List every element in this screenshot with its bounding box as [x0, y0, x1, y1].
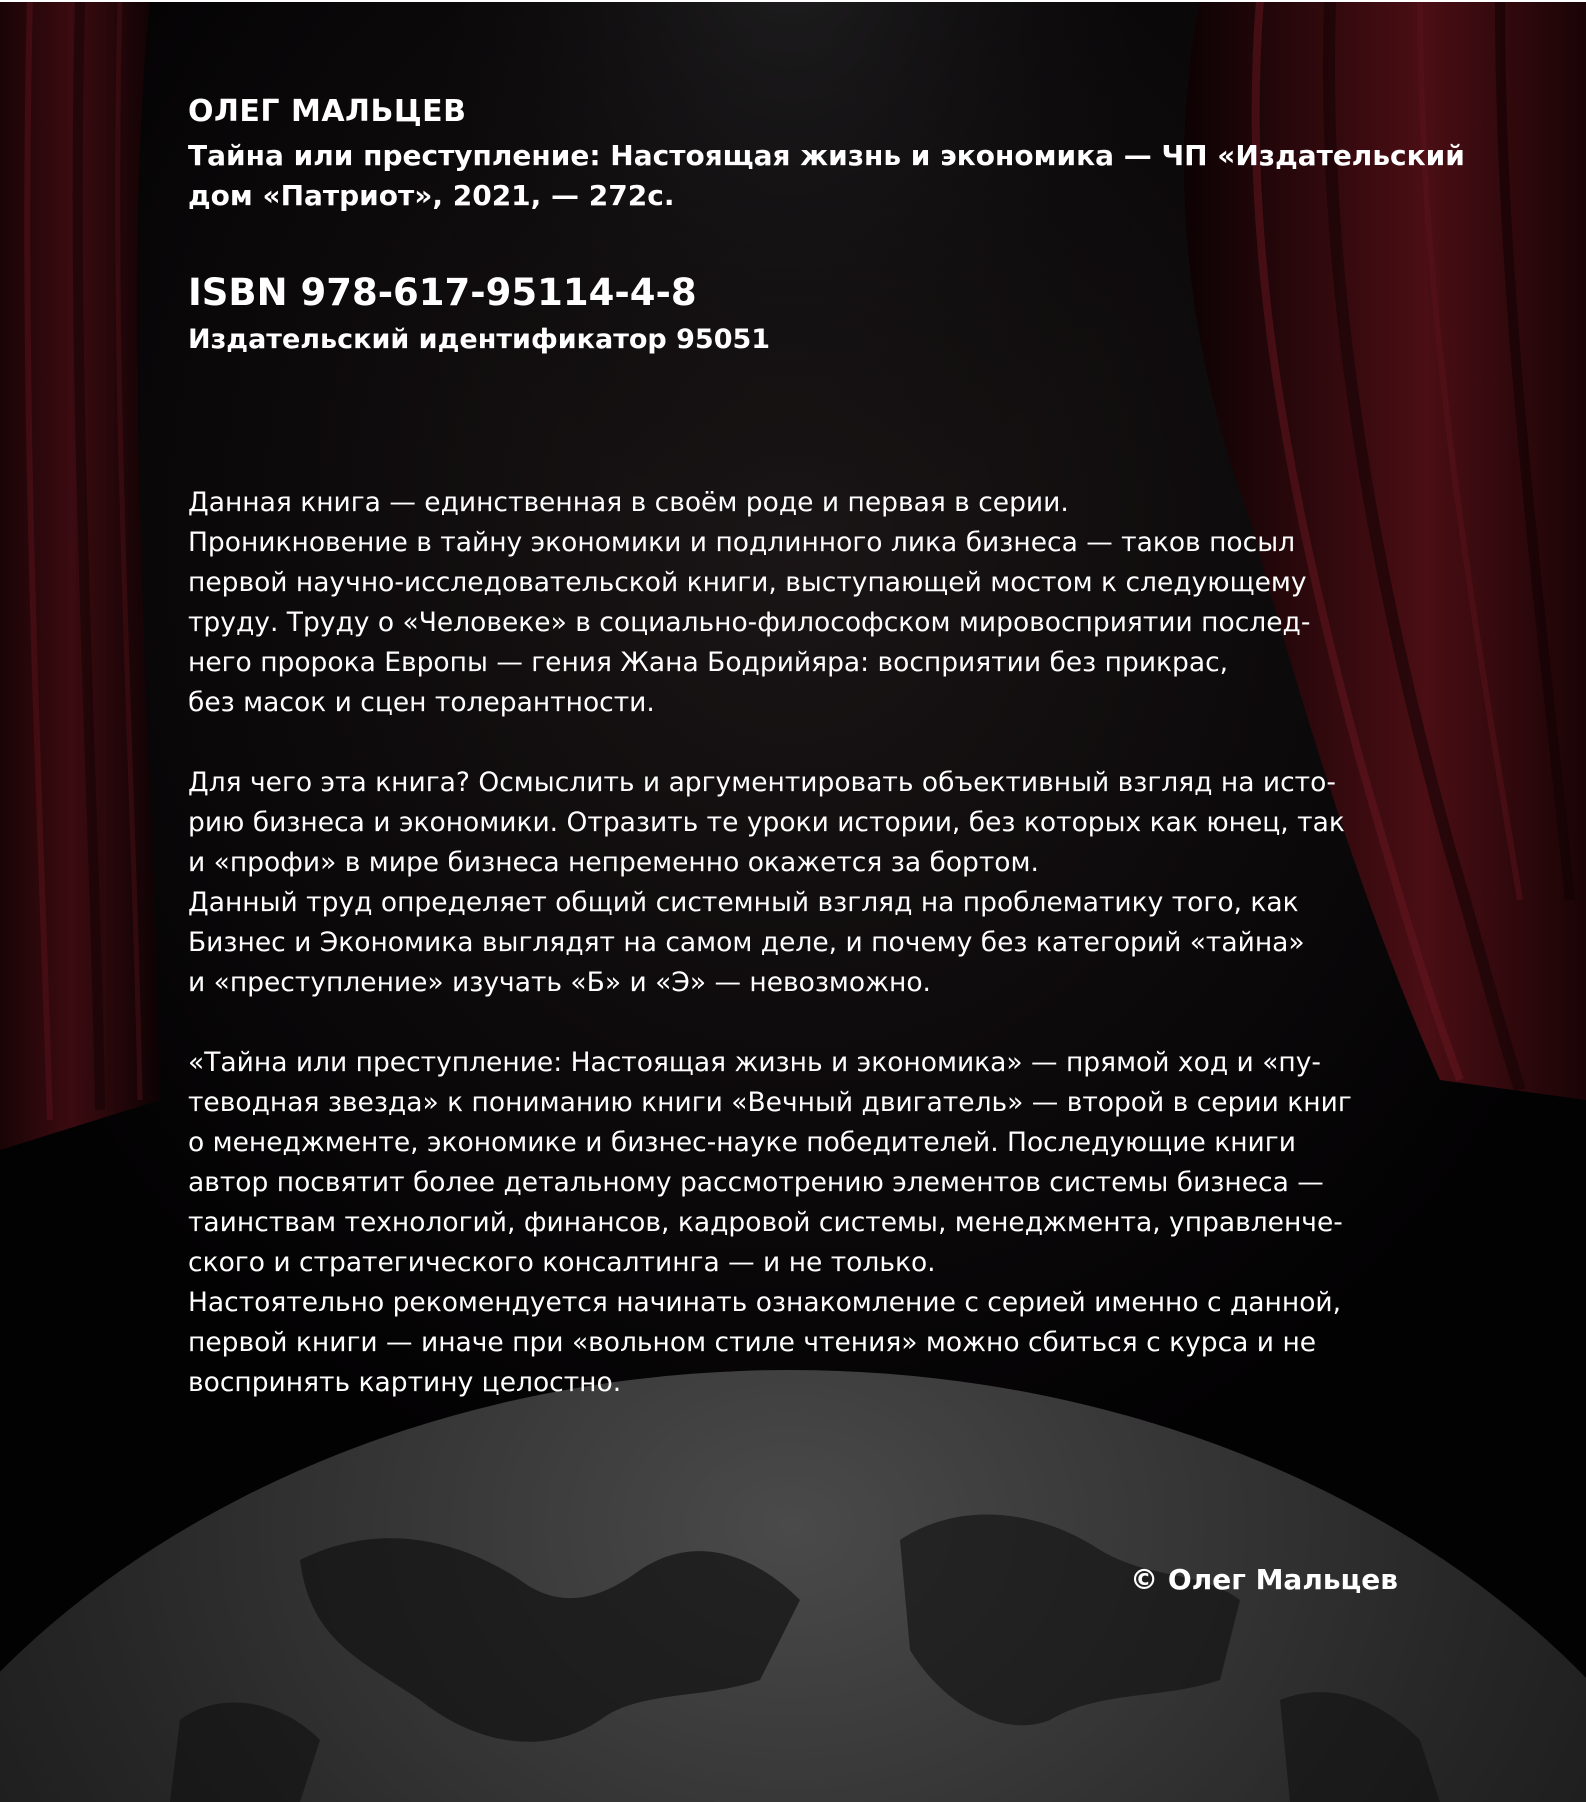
text-line: автор посвятит более детальному рассмотрению элементов системы бизнеса — [188, 1167, 1324, 1198]
text-line: Данный труд определяет общий системный взгляд на проблематику того, как [188, 887, 1299, 918]
publisher-identifier: Издательский идентификатор 95051 [188, 324, 771, 355]
text-line: труду. Труду о «Человеке» в социально-философском мировосприятии послед- [188, 607, 1311, 638]
top-border [0, 0, 1586, 2]
text-line: первой книги — иначе при «вольном стиле чтения» можно сбиться с курса и не [188, 1327, 1317, 1358]
text-line: рию бизнеса и экономики. Отразить те уроки истории, без которых как юнец, так [188, 807, 1345, 838]
citation-line: дом «Патриот», 2021, — 272с. [188, 179, 675, 212]
text-line: Бизнес и Экономика выглядят на самом деле, и почему без категорий «тайна» [188, 927, 1305, 958]
text-line: и «профи» в мире бизнеса непременно окажется за бортом. [188, 847, 1039, 878]
author-name: ОЛЕГ МАЛЬЦЕВ [188, 94, 467, 129]
text-line: и «преступление» изучать «Б» и «Э» — невозможно. [188, 967, 931, 998]
text-line: ского и стратегического консалтинга — и не только. [188, 1247, 936, 1278]
isbn: ISBN 978-617-95114-4-8 [188, 271, 697, 314]
text-line: таинствам технологий, финансов, кадровой системы, менеджмента, управленче- [188, 1207, 1343, 1238]
text-line: теводная звезда» к пониманию книги «Вечный двигатель» — второй в серии книг [188, 1087, 1352, 1118]
citation-line: Тайна или преступление: Настоящая жизнь и экономика — ЧП «Издательский [188, 139, 1465, 172]
text-block [188, 90, 1465, 1443]
copyright-notice: © Олег Мальцев [1130, 1563, 1398, 1596]
paragraph [188, 483, 1418, 723]
text-line: Настоятельно рекомендуется начинать ознакомление с серией именно с данной, [188, 1287, 1342, 1318]
paragraph [188, 1043, 1418, 1403]
paragraph [188, 763, 1418, 1003]
text-line: первой научно-исследовательской книги, выступающей мостом к следующему [188, 567, 1307, 598]
text-line: Проникновение в тайну экономики и подлинного лика бизнеса — таков посыл [188, 527, 1296, 558]
text-line: о менеджменте, экономике и бизнес-науке победителей. Последующие книги [188, 1127, 1296, 1158]
text-line: Для чего эта книга? Осмыслить и аргументировать объективный взгляд на исто- [188, 767, 1336, 798]
text-line: «Тайна или преступление: Настоящая жизнь и экономика» — прямой ход и «пу- [188, 1047, 1321, 1078]
text-line: воспринять картину целостно. [188, 1367, 622, 1398]
annotation-text [188, 483, 1418, 1403]
bibliographic-citation [188, 136, 1465, 216]
text-line: него пророка Европы — гения Жана Бодрийяра: восприятии без прикрас, [188, 647, 1229, 678]
text-line: Данная книга — единственная в своём роде и первая в серии. [188, 487, 1069, 518]
left-curtain [0, 0, 160, 1150]
text-line: без масок и сцен толерантности. [188, 687, 655, 718]
